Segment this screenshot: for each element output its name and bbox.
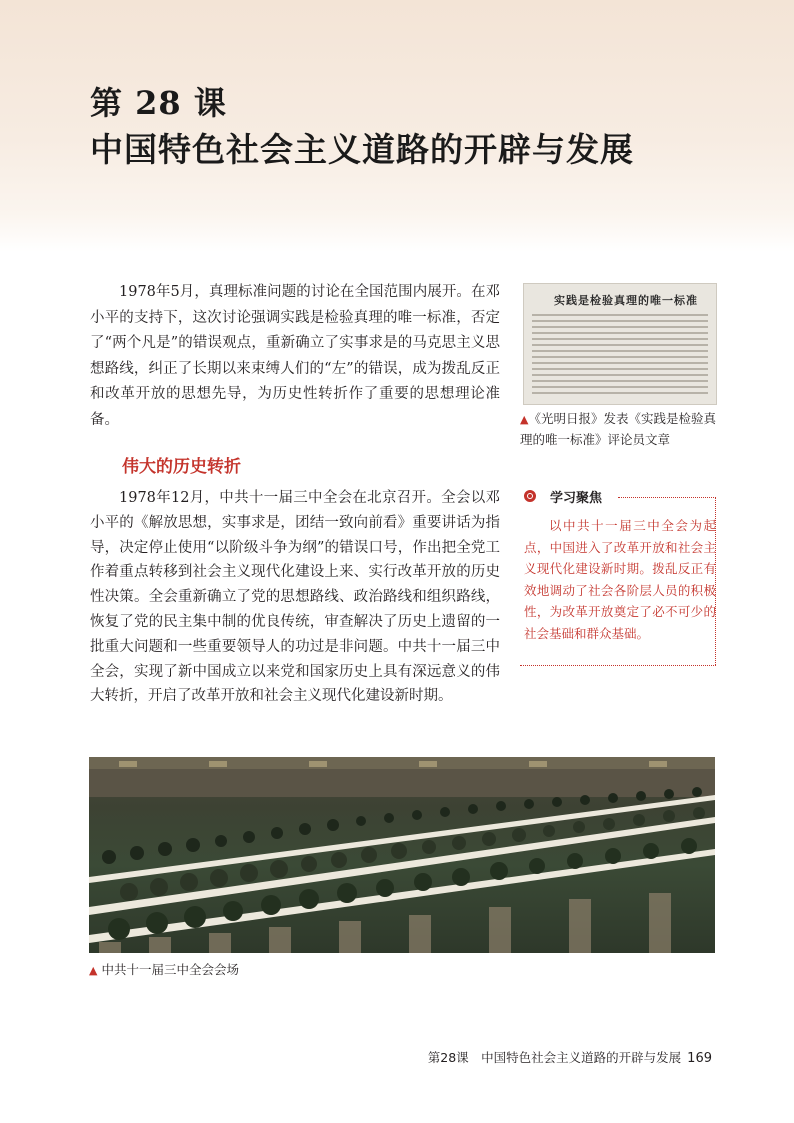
study-focus-title: 学习聚焦: [550, 491, 603, 506]
section-heading: 伟大的历史转折: [122, 457, 241, 477]
running-title: 第28课 中国特色社会主义道路的开辟与发展: [427, 1050, 682, 1065]
triangle-marker-icon: ▲: [520, 413, 529, 426]
newspaper-text-lines: [532, 314, 708, 398]
lesson-title: 中国特色社会主义道路的开辟与发展: [90, 130, 634, 169]
plenary-session-photo: [89, 757, 715, 953]
focus-divider: [618, 497, 716, 498]
photo-caption: [89, 960, 239, 978]
triangle-marker-icon: ▲: [89, 964, 98, 977]
newspaper-caption: [520, 409, 720, 450]
focus-target-icon: [524, 490, 536, 502]
photo-caption-text: 中共十一届三中全会会场: [101, 962, 239, 977]
study-focus-text: 以中共十一届三中全会为起点，中国进入了改革开放和社会主义现代化建设新时期。拨乱反正有效地调动了社会各阶层人员的积极性，为改革开放奠定了必不可少的社会基础和群众基础。: [524, 518, 716, 641]
page-number: 169: [687, 1051, 712, 1066]
lesson-number: 第 28 课: [90, 84, 227, 122]
page-footer: [428, 1048, 712, 1066]
newspaper-headline: 实践是检验真理的唯一标准: [554, 294, 698, 307]
intro-paragraph: 1978年5月，真理标准问题的讨论在全国范围内展开。在邓小平的支持下，这次讨论强调实践是检验真理的唯一标准，否定了“两个凡是”的错误观点，重新确立了实事求是的马克思主义思想路线，纠正了长期以来束缚人们的“左”的错误，成为拨乱反正和改革开放的思想先导，为历史性转折作了重要的思想理论准备。: [90, 284, 500, 428]
newspaper-caption-text: 《光明日报》发表《实践是检验真理的唯一标准》评论员文章: [520, 411, 716, 447]
focus-bottom-rule: [520, 665, 716, 666]
newspaper-image: [523, 283, 717, 405]
section-paragraph: 1978年12月，中共十一届三中全会在北京召开。全会以邓小平的《解放思想，实事求是，团结一致向前看》重要讲话为指导，决定停止使用“以阶级斗争为纲”的错误口号，作出把全党工作着重点转移到社会主义现代化建设上来、实行改革开放的历史性决策。全会重新确立了党的思想路线、政治路线和组织路线，恢复了党的民主集中制的优良传统，审查解决了历史上遗留的一批重大问题和一些重要领导人的功过是非问题。中共十一届三中全会，实现了新中国成立以来党和国家历史上具有深远意义的伟大转折，开启了改革开放和社会主义现代化建设新时期。: [90, 490, 500, 705]
